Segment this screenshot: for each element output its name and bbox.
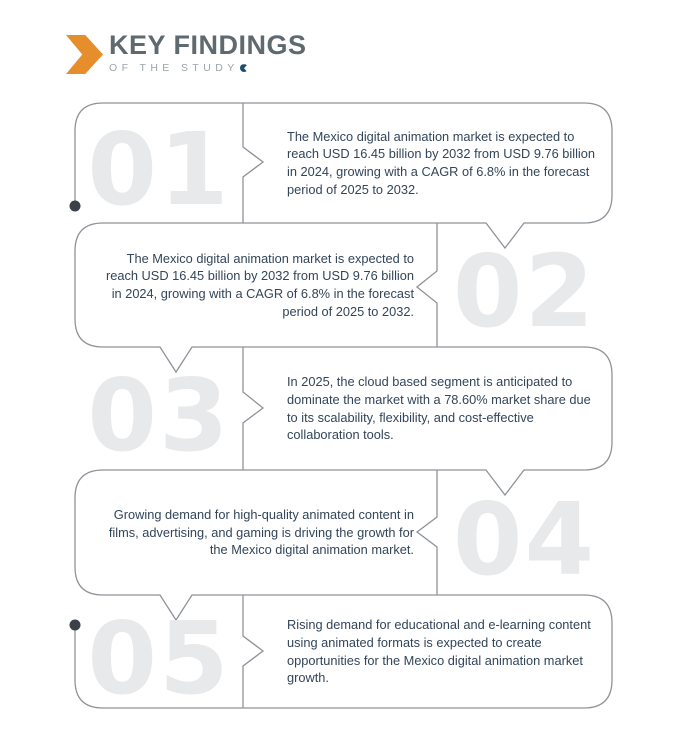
- divider-chevron-2: [417, 223, 437, 347]
- divider-chevron-4: [417, 470, 437, 595]
- finding-number-3: 03: [87, 356, 231, 474]
- finding-text-4-content: Growing demand for high-quality animated content in films, advertising, and gaming is driving the growth for the Mexico digital animation market.: [108, 507, 414, 558]
- finding-text-3: [287, 347, 603, 470]
- finding-text-4: [100, 470, 414, 595]
- page-subtitle: OF THE STUDY: [109, 62, 239, 74]
- finding-number-2: 02: [452, 233, 597, 350]
- finding-text-3-content: In 2025, the cloud based segment is anticipated to dominate the market with a 78.60% market share due to its scalability, flexibility, and cost-effective collaboration tools.: [287, 374, 591, 443]
- finding-text-1-content: The Mexico digital animation market is expected to reach USD 16.45 billion by 2032 from USD 9.76 billion in 2024, growing with a CAGR of 6.8% in the forecast period of 2025 to 2032.: [287, 128, 596, 197]
- finding-number-4: 04: [452, 480, 597, 598]
- finding-text-5-content: Rising demand for educational and e-learning content using animated formats is expected to create opportunities for the Mexico digital animation market growth.: [287, 617, 591, 686]
- divider-chevron-1: [243, 103, 263, 223]
- divider-chevron-3: [243, 347, 263, 470]
- finding-text-2: [100, 223, 414, 347]
- divider-chevron-5: [243, 595, 263, 708]
- finding-number-1: 01: [87, 111, 231, 228]
- finding-text-5: [287, 595, 605, 708]
- finding-text-2-content: The Mexico digital animation market is expected to reach USD 16.45 billion by 2032 from USD 9.76 billion in 2024, growing with a CAGR of 6.8% in the forecast period of 2025 to 2032.: [105, 250, 414, 319]
- page-title: KEY FINDINGS: [109, 30, 307, 60]
- finding-number-5: 05: [87, 599, 231, 717]
- finding-text-1: [287, 103, 599, 223]
